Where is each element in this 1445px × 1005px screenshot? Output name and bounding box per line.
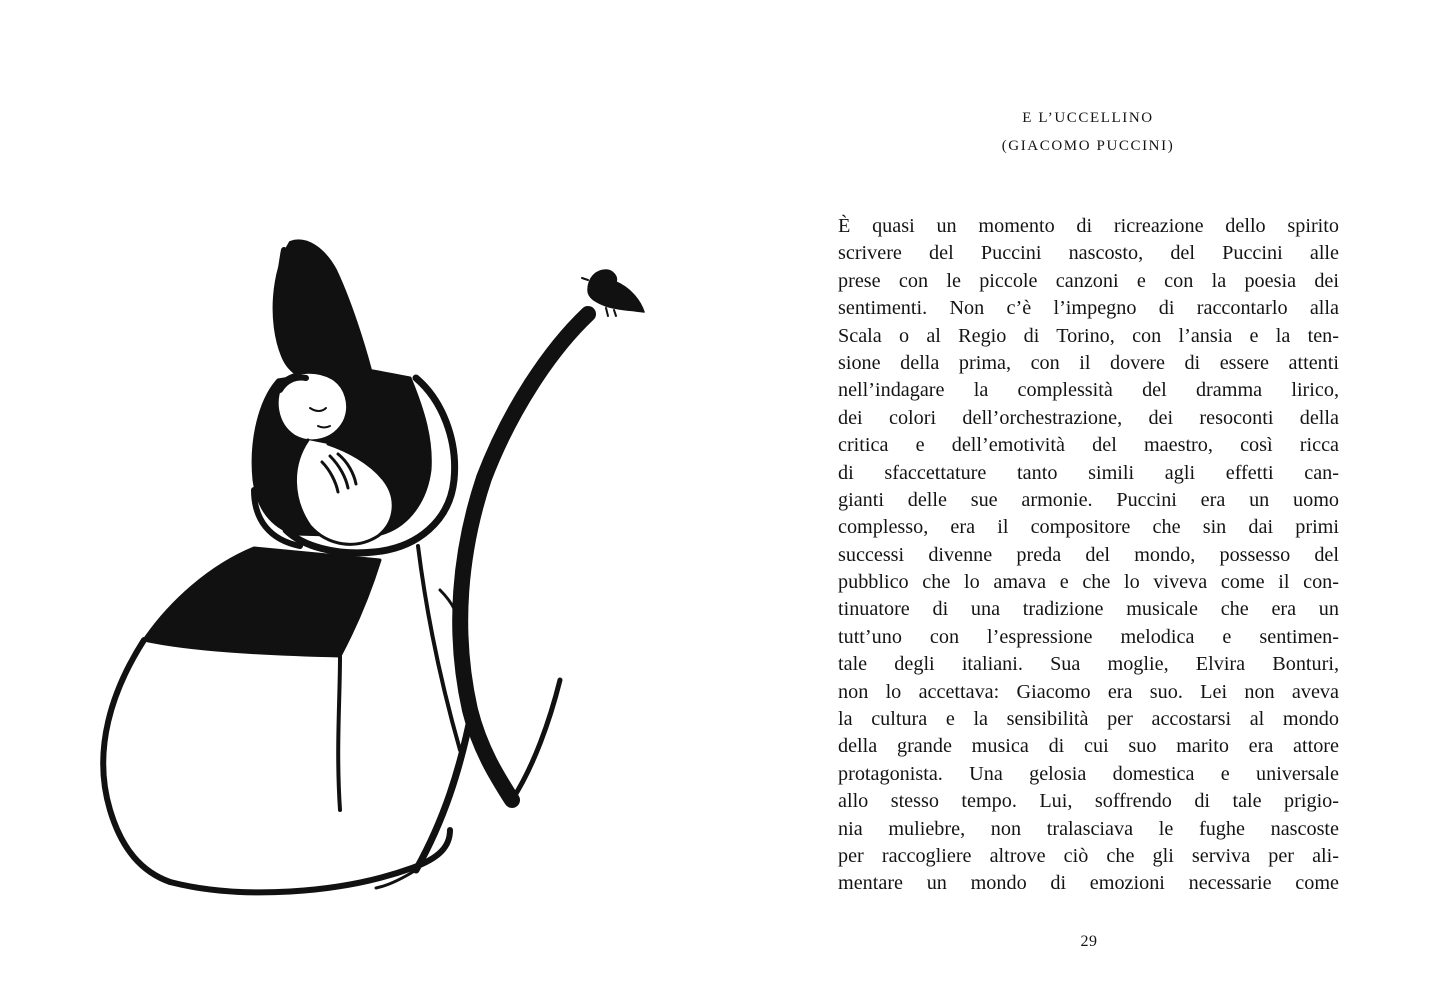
body-line: tale degli italiani. Sua moglie, Elvira Bonturi, — [838, 653, 1339, 676]
body-line: pubblico che lo amava e che lo viveva come il con- — [838, 571, 1339, 594]
mother-child-bird-illustration-icon — [40, 230, 660, 910]
body-line: della grande musica di cui suo marito era attore — [838, 735, 1339, 758]
body-line: prese con le piccole canzoni e con la poesia dei — [838, 269, 1339, 292]
body-line: di sfaccettature tanto simili agli effetti can- — [838, 461, 1339, 484]
body-line: complesso, era il compositore che sin dai primi — [838, 516, 1339, 539]
body-line: nell’indagare la complessità del dramma lirico, — [838, 379, 1339, 402]
page-number: 29 — [1080, 933, 1098, 950]
body-line: sentimenti. Non c’è l’impegno di raccontarlo alla — [838, 297, 1339, 320]
body-line: la cultura e la sensibilità per accostarsi al mondo — [838, 708, 1339, 731]
body-line: È quasi un momento di ricreazione dello spirito — [838, 215, 1339, 237]
body-paragraph — [838, 213, 1339, 898]
body-line: allo stesso tempo. Lui, soffrendo di tale prigio- — [838, 790, 1339, 813]
body-line: tutt’uno con l’espressione melodica e sentimen- — [838, 625, 1339, 648]
body-line: nia muliebre, non tralasciava le fughe nascoste — [838, 817, 1339, 840]
left-page — [0, 0, 722, 1005]
body-line: critica e dell’emotività del maestro, così ricca — [838, 434, 1339, 457]
body-line: non lo accettava: Giacomo era suo. Lei non aveva — [838, 680, 1339, 703]
right-page — [722, 0, 1445, 1005]
body-line: per raccogliere altrove ciò che gli serviva per ali- — [838, 844, 1339, 867]
body-line: successi divenne preda del mondo, possesso del — [838, 543, 1339, 566]
body-line: Scala o al Regio di Torino, con l’ansia e la ten- — [838, 324, 1339, 347]
chapter-heading — [838, 104, 1338, 160]
body-line: sione della prima, con il dovere di essere attenti — [838, 351, 1339, 374]
body-line: mentare un mondo di emozioni necessarie come — [838, 872, 1339, 895]
body-line: protagonista. Una gelosia domestica e universale — [838, 762, 1339, 785]
chapter-subtitle: (GIACOMO PUCCINI) — [1001, 138, 1175, 154]
body-line: dei colori dell’orchestrazione, dei resoconti della — [838, 406, 1339, 429]
body-line: gianti delle sue armonie. Puccini era un uomo — [838, 488, 1339, 511]
chapter-title: E L’UCCELLINO — [1022, 110, 1154, 126]
body-line: scrivere del Puccini nascosto, del Puccini alle — [838, 242, 1339, 265]
body-line: tinuatore di una tradizione musicale che era un — [838, 598, 1339, 621]
